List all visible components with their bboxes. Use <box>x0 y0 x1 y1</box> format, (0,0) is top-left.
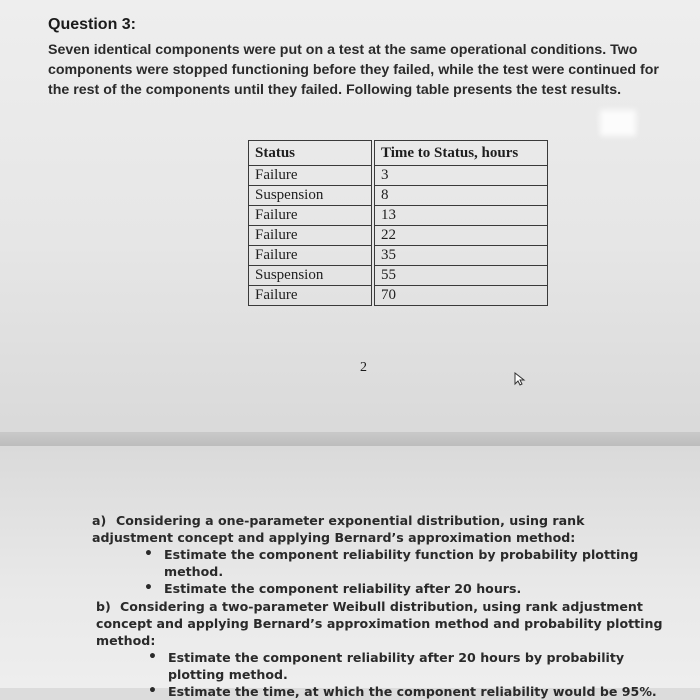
table-row <box>249 206 548 226</box>
part-a-intro: a) Considering a one-parameter exponential distribution, using rank adjustment concept and applying Bernard’s approximation method: <box>92 513 585 545</box>
status-cell: Suspension <box>249 186 372 206</box>
status-cell: Suspension <box>249 266 372 286</box>
part-a <box>92 512 662 597</box>
table-row <box>249 226 548 246</box>
page-gap <box>0 432 700 446</box>
time-cell: 13 <box>375 206 548 226</box>
time-cell: 35 <box>375 246 548 266</box>
status-cell: Failure <box>249 246 372 266</box>
part-a-label: a) <box>92 513 107 528</box>
header-time: Time to Status, hours <box>375 141 548 166</box>
part-b <box>96 598 666 700</box>
question-title: Question 3: <box>48 16 137 33</box>
status-cell: Failure <box>249 226 372 246</box>
table-row <box>249 186 548 206</box>
table-row <box>249 266 548 286</box>
list-item: • Estimate the time, at which the component reliability would be 95%. <box>96 683 666 700</box>
part-b-intro: b) Considering a two-parameter Weibull distribution, using rank adjustment concept and applying Bernard’s approximation method and probability plotting method: <box>96 599 663 648</box>
question-body: Seven identical components were put on a test at the same operational conditions. Two components were stopped functioning before they failed, while the test were continued for the rest of the components until they failed. Following table presents the test results. <box>48 42 659 98</box>
time-cell: 70 <box>375 286 548 306</box>
status-cell: Failure <box>249 206 372 226</box>
header-status: Status <box>249 141 372 166</box>
cursor-icon <box>514 372 526 386</box>
table-header-row <box>249 141 548 166</box>
list-item: • Estimate the component reliability after 20 hours by probability plotting method. <box>96 649 666 683</box>
time-cell: 8 <box>375 186 548 206</box>
time-cell: 22 <box>375 226 548 246</box>
light-glare <box>600 110 636 136</box>
list-item: • Estimate the component reliability function by probability plotting method. <box>92 546 662 580</box>
table-row <box>249 246 548 266</box>
table-row <box>249 286 548 306</box>
status-cell: Failure <box>249 166 372 186</box>
part-b-bullets <box>96 649 666 700</box>
list-item: • Estimate the component reliability after 20 hours. <box>92 580 662 597</box>
results-table <box>248 140 548 306</box>
page-number: 2 <box>360 360 367 375</box>
status-cell: Failure <box>249 286 372 306</box>
table-row <box>249 166 548 186</box>
time-cell: 3 <box>375 166 548 186</box>
part-b-label: b) <box>96 599 111 614</box>
time-cell: 55 <box>375 266 548 286</box>
part-a-bullets <box>92 546 662 597</box>
